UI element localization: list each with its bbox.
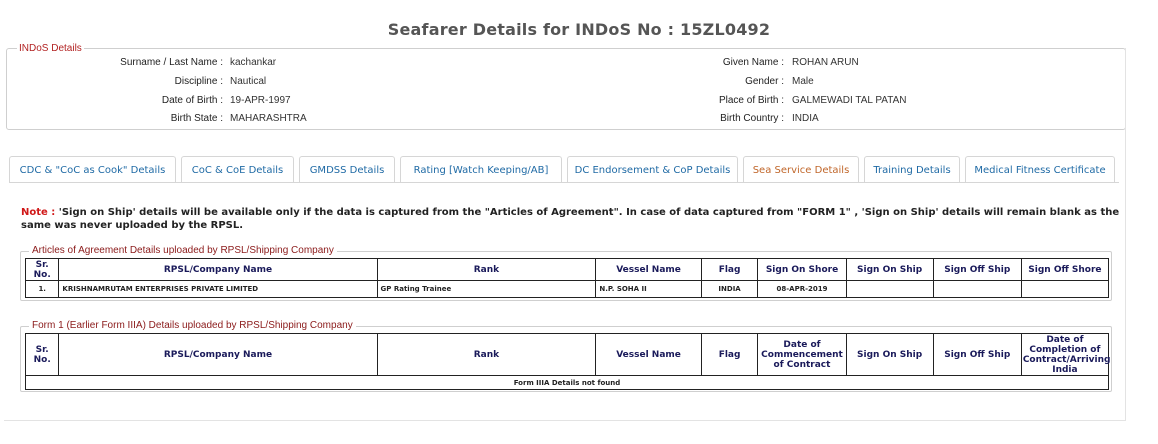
birth-country-row bbox=[7, 113, 1107, 131]
date-of-birth-label: Date of Birth : bbox=[161, 95, 223, 106]
form-1-section bbox=[20, 320, 1112, 392]
table-cell: 08-APR-2019 bbox=[758, 281, 846, 298]
tab-training[interactable]: Training Details bbox=[864, 156, 960, 183]
date-of-birth-value: 19-APR-1997 bbox=[230, 95, 291, 106]
tab-medical-fitness[interactable]: Medical Fitness Certificate bbox=[965, 156, 1115, 183]
note-text: 'Sign on Ship' details will be available only if the data is captured from the "Articles of Agreement". In case of data captured from "FORM 1" , 'Sign on Ship' details will remain blank as the same was never uploaded by the RPSL. bbox=[21, 207, 1120, 231]
table-header-row bbox=[26, 334, 1109, 376]
birth-state-value: MAHARASHTRA bbox=[230, 113, 307, 124]
tab-gmdss[interactable]: GMDSS Details bbox=[299, 156, 395, 183]
articles-of-agreement-table bbox=[25, 258, 1109, 298]
tab-dc-endorsement-cop[interactable]: DC Endorsement & CoP Details bbox=[567, 156, 738, 183]
empty-result-row bbox=[26, 376, 1109, 390]
column-header: RPSL/Company Name bbox=[59, 259, 377, 281]
tab-sea-service[interactable]: Sea Service Details bbox=[743, 156, 859, 183]
table-cell: KRISHNAMRUTAM ENTERPRISES PRIVATE LIMITED bbox=[59, 281, 377, 298]
column-header: Sign Off Ship bbox=[933, 259, 1021, 281]
given-name-label: Given Name : bbox=[722, 57, 784, 68]
page-title: Seafarer Details for INDoS No : 15ZL0492 bbox=[387, 20, 771, 39]
column-header: Date of Commencement of Contract bbox=[758, 334, 846, 376]
sign-on-ship-note bbox=[21, 206, 1121, 232]
articles-of-agreement-legend: Articles of Agreement Details uploaded by RPSL/Shipping Company bbox=[29, 245, 337, 256]
column-header: Sign On Ship bbox=[846, 259, 933, 281]
column-header: Sign Off Shore bbox=[1021, 259, 1108, 281]
form-iiia-not-found-message: Form IIIA Details not found bbox=[26, 376, 1109, 390]
column-header: Vessel Name bbox=[596, 259, 701, 281]
form-1-table bbox=[25, 333, 1109, 390]
discipline-label: Discipline : bbox=[174, 76, 223, 87]
indos-details-panel bbox=[6, 43, 1126, 130]
given-name-row bbox=[7, 57, 1107, 75]
place-of-birth-value: GALMEWADI TAL PATAN bbox=[792, 95, 907, 106]
place-of-birth-row bbox=[7, 95, 1107, 113]
table-cell: INDIA bbox=[701, 281, 758, 298]
table-cell bbox=[933, 281, 1021, 298]
birth-country-label: Birth Country : bbox=[720, 113, 784, 124]
tab-rating-watch-keeping[interactable]: Rating [Watch Keeping/AB] bbox=[400, 156, 562, 183]
details-tab-bar bbox=[9, 156, 1119, 183]
birth-country-value: INDIA bbox=[792, 113, 819, 124]
form-1-legend: Form 1 (Earlier Form IIIA) Details uploaded by RPSL/Shipping Company bbox=[29, 320, 356, 331]
table-cell: GP Rating Trainee bbox=[377, 281, 596, 298]
gender-row bbox=[7, 76, 1107, 94]
table-cell: 1. bbox=[26, 281, 59, 298]
gender-label: Gender : bbox=[745, 76, 784, 87]
tab-cdc-coc-cook[interactable]: CDC & "CoC as Cook" Details bbox=[9, 156, 176, 183]
column-header: Rank bbox=[377, 334, 596, 376]
column-header: Date of Completion of Contract/Arriving India bbox=[1022, 334, 1111, 375]
column-header: Sign Off Ship bbox=[933, 334, 1021, 376]
content-right-border bbox=[1125, 48, 1126, 421]
table-cell bbox=[846, 281, 933, 298]
birth-state-label: Birth State : bbox=[170, 113, 223, 124]
column-header: Rank bbox=[377, 259, 596, 281]
surname-value: kachankar bbox=[230, 57, 277, 68]
surname-label: Surname / Last Name : bbox=[120, 57, 223, 68]
column-header: Vessel Name bbox=[596, 334, 701, 376]
gender-value: Male bbox=[792, 76, 814, 87]
table-header-row bbox=[26, 259, 1109, 281]
content-bottom-border bbox=[4, 420, 1126, 421]
articles-of-agreement-section bbox=[20, 245, 1112, 301]
place-of-birth-label: Place of Birth : bbox=[718, 95, 784, 106]
table-cell bbox=[1021, 281, 1108, 298]
table-row bbox=[26, 281, 1109, 298]
column-header: Sr. No. bbox=[26, 259, 59, 281]
column-header: Sign On Shore bbox=[758, 259, 846, 281]
column-header: Flag bbox=[701, 334, 758, 376]
tab-coc-coe[interactable]: CoC & CoE Details bbox=[181, 156, 294, 183]
discipline-value: Nautical bbox=[230, 76, 267, 87]
note-label: Note : bbox=[21, 207, 56, 218]
column-header: RPSL/Company Name bbox=[59, 334, 377, 376]
table-cell: N.P. SOHA II bbox=[596, 281, 701, 298]
column-header: Sign On Ship bbox=[846, 334, 933, 376]
column-header: Sr. No. bbox=[26, 334, 59, 376]
tab-panel-divider bbox=[9, 182, 1119, 183]
indos-details-legend: INDoS Details bbox=[19, 43, 82, 54]
given-name-value: ROHAN ARUN bbox=[792, 57, 859, 68]
column-header: Flag bbox=[701, 259, 758, 281]
